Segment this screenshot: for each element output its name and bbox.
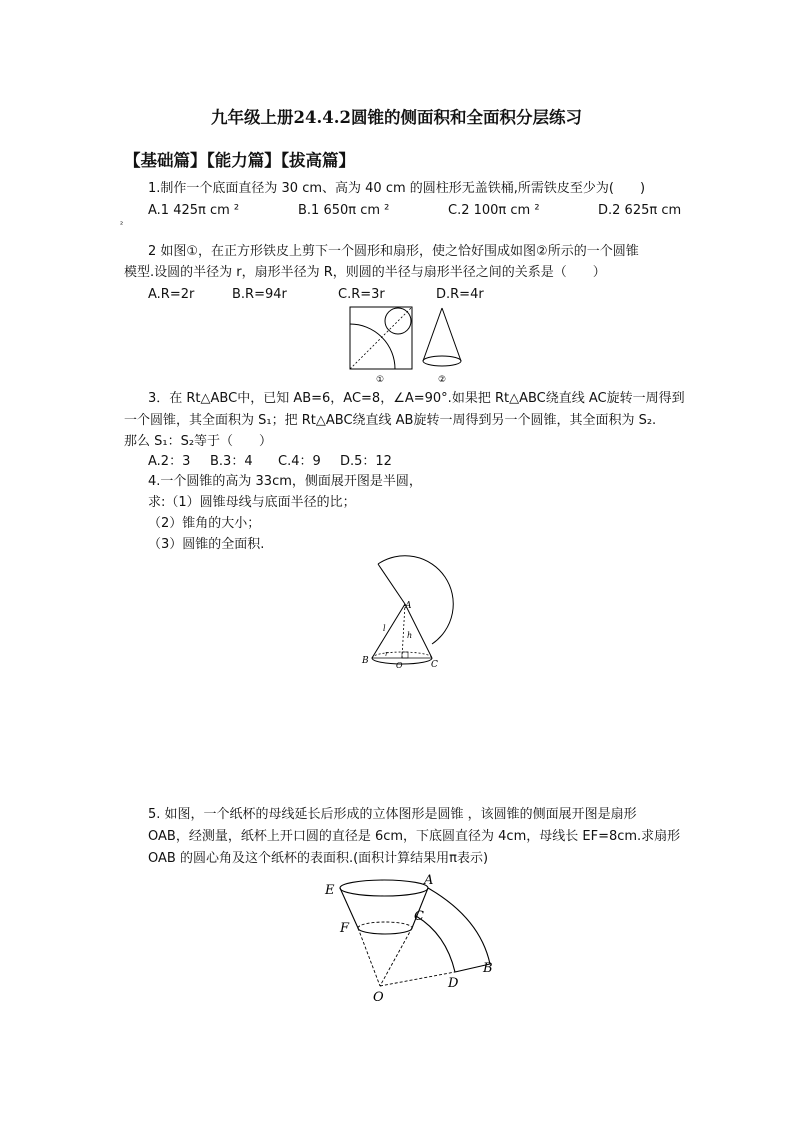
q1-option-a: A.1 425π cm ²	[148, 203, 240, 218]
label-B: B	[362, 656, 369, 666]
extension-left-dashed	[358, 928, 380, 986]
q1-option-d: D.2 625π cm	[598, 203, 682, 218]
cone-base	[423, 356, 461, 366]
label-D: D	[448, 976, 459, 991]
q4-line3: （2）锥角的大小；	[148, 516, 261, 531]
q3-option-b: B.3：4	[210, 454, 253, 469]
q2-figure	[345, 305, 475, 387]
cup-top-ellipse	[340, 880, 428, 896]
q3-line3: 那么 S₁：S₂等于（ ）	[124, 434, 273, 449]
q3-line1: 3．在 Rt△ABC中，已知 AB=6，AC=8，∠A=90°.如果把 Rt△ABC绕直线 AC旋转一周得到	[148, 391, 685, 406]
q1-stem: 1.制作一个底面直径为 30 cm、高为 40 cm 的圆柱形无盖铁桶,所需铁皮至少为( )	[148, 181, 646, 196]
sector-semicircle-arc	[378, 556, 453, 644]
label-O: O	[396, 661, 403, 670]
label-B: B	[483, 961, 493, 976]
q2-line2: 模型.设圆的半径为 r，扇形半径为 R，则圆的半径与扇形半径之间的关系是（ ）	[124, 265, 606, 280]
q2-option-d: D.R=4r	[436, 287, 484, 302]
cone-right-edge	[442, 308, 461, 361]
label-A: A	[424, 873, 434, 888]
label-O: O	[373, 990, 384, 1005]
cup-bottom-back	[358, 922, 412, 928]
q5-line3: OAB 的圆心角及这个纸杯的表面积.(面积计算结果用π表示)	[148, 851, 489, 866]
q4-figure	[355, 560, 465, 672]
q5-figure	[320, 868, 510, 1008]
sector-radius-top	[378, 564, 405, 604]
right-angle-mark	[402, 652, 408, 658]
q3-option-d: D.5：12	[340, 454, 392, 469]
extension-right-dashed	[380, 928, 412, 986]
label-h: h	[407, 631, 413, 640]
label-C: C	[431, 660, 438, 670]
q1-overflow-superscript: ²	[120, 220, 124, 229]
cup-bottom-front	[358, 928, 412, 934]
label-A: A	[405, 601, 412, 611]
q2-line1: 2 如图①，在正方形铁皮上剪下一个圆形和扇形，使之恰好围成如图②所示的一个圆锥	[148, 244, 639, 259]
q2-option-b: B.R=94r	[232, 287, 287, 302]
q4-line2: 求:（1）圆锥母线与底面半径的比；	[148, 495, 356, 510]
page-title: 九年级上册24.4.2圆锥的侧面积和全面积分层练习	[211, 108, 582, 127]
label-l: l	[383, 624, 386, 633]
q3-option-c: C.4：9	[278, 454, 321, 469]
cone-slant-left	[372, 604, 405, 658]
q2-option-a: A.R=2r	[148, 287, 195, 302]
q1-option-c: C.2 100π cm ²	[448, 203, 540, 218]
q4-line4: （3）圆锥的全面积.	[148, 537, 265, 552]
label-F: F	[340, 921, 350, 936]
label-r: r	[385, 650, 389, 658]
q4-line1: 4.一个圆锥的高为 33cm，侧面展开图是半圆，	[148, 474, 422, 489]
cone-left-edge	[423, 308, 442, 361]
sector-inner-arc	[416, 916, 455, 972]
q5-line1: 5. 如图，一个纸杯的母线延长后形成的立体图形是圆锥 ，该圆锥的侧面展开图是扇形	[148, 807, 637, 822]
q2-option-c: C.R=3r	[338, 287, 385, 302]
label-E: E	[325, 883, 335, 898]
diagonal-dashed	[350, 307, 412, 369]
q5-line2: OAB，经测量，纸杯上开口圆的直径是 6cm，下底圆直径为 4cm，母线长 EF=8cm.求扇形	[148, 829, 681, 844]
section-header: 【基础篇】【能力篇】【拔高篇】	[124, 151, 355, 170]
cone-height	[402, 604, 405, 658]
fig-caption-1: ①	[376, 375, 385, 385]
label-C: C	[414, 909, 424, 924]
fig-caption-2: ②	[438, 375, 447, 385]
q3-line2: 一个圆锥，其全面积为 S₁；把 Rt△ABC绕直线 AB旋转一周得到另一个圆锥，其全面积为 S₂.	[124, 413, 657, 428]
q1-option-b: B.1 650π cm ²	[298, 203, 390, 218]
sector-radius-OD	[380, 972, 455, 986]
q3-option-a: A.2：3	[148, 454, 191, 469]
sector-outer-arc	[428, 888, 490, 964]
